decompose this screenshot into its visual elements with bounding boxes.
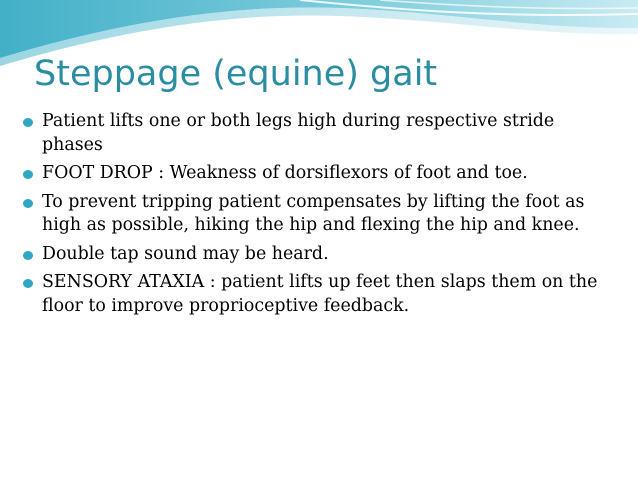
bullet-dot-icon <box>23 199 33 208</box>
bullet-text: FOOT DROP : Weakness of dorsiflexors of foot and toe. <box>42 163 528 183</box>
bullet-text: Patient lifts one or both legs high during respective stride phases <box>42 111 555 155</box>
bullet-item <box>22 243 612 267</box>
bullet-item <box>22 271 612 318</box>
bullet-dot-icon <box>23 251 33 260</box>
bullet-dot-icon <box>23 279 33 288</box>
bullet-text: SENSORY ATAXIA : patient lifts up feet then slaps them on the floor to improve proprioceptive feedback. <box>42 272 598 316</box>
bullet-text: To prevent tripping patient compensates by lifting the foot as high as possible, hiking the hip and flexing the hip and knee. <box>42 191 585 235</box>
slide-title: Steppage (equine) gait <box>34 54 438 94</box>
bullet-list <box>22 110 612 323</box>
bullet-item <box>22 191 612 238</box>
bullet-dot-icon <box>23 170 33 179</box>
bullet-item <box>22 162 612 186</box>
bullet-item <box>22 110 612 157</box>
bullet-dot-icon <box>23 118 33 127</box>
bullet-text: Double tap sound may be heard. <box>42 243 329 264</box>
